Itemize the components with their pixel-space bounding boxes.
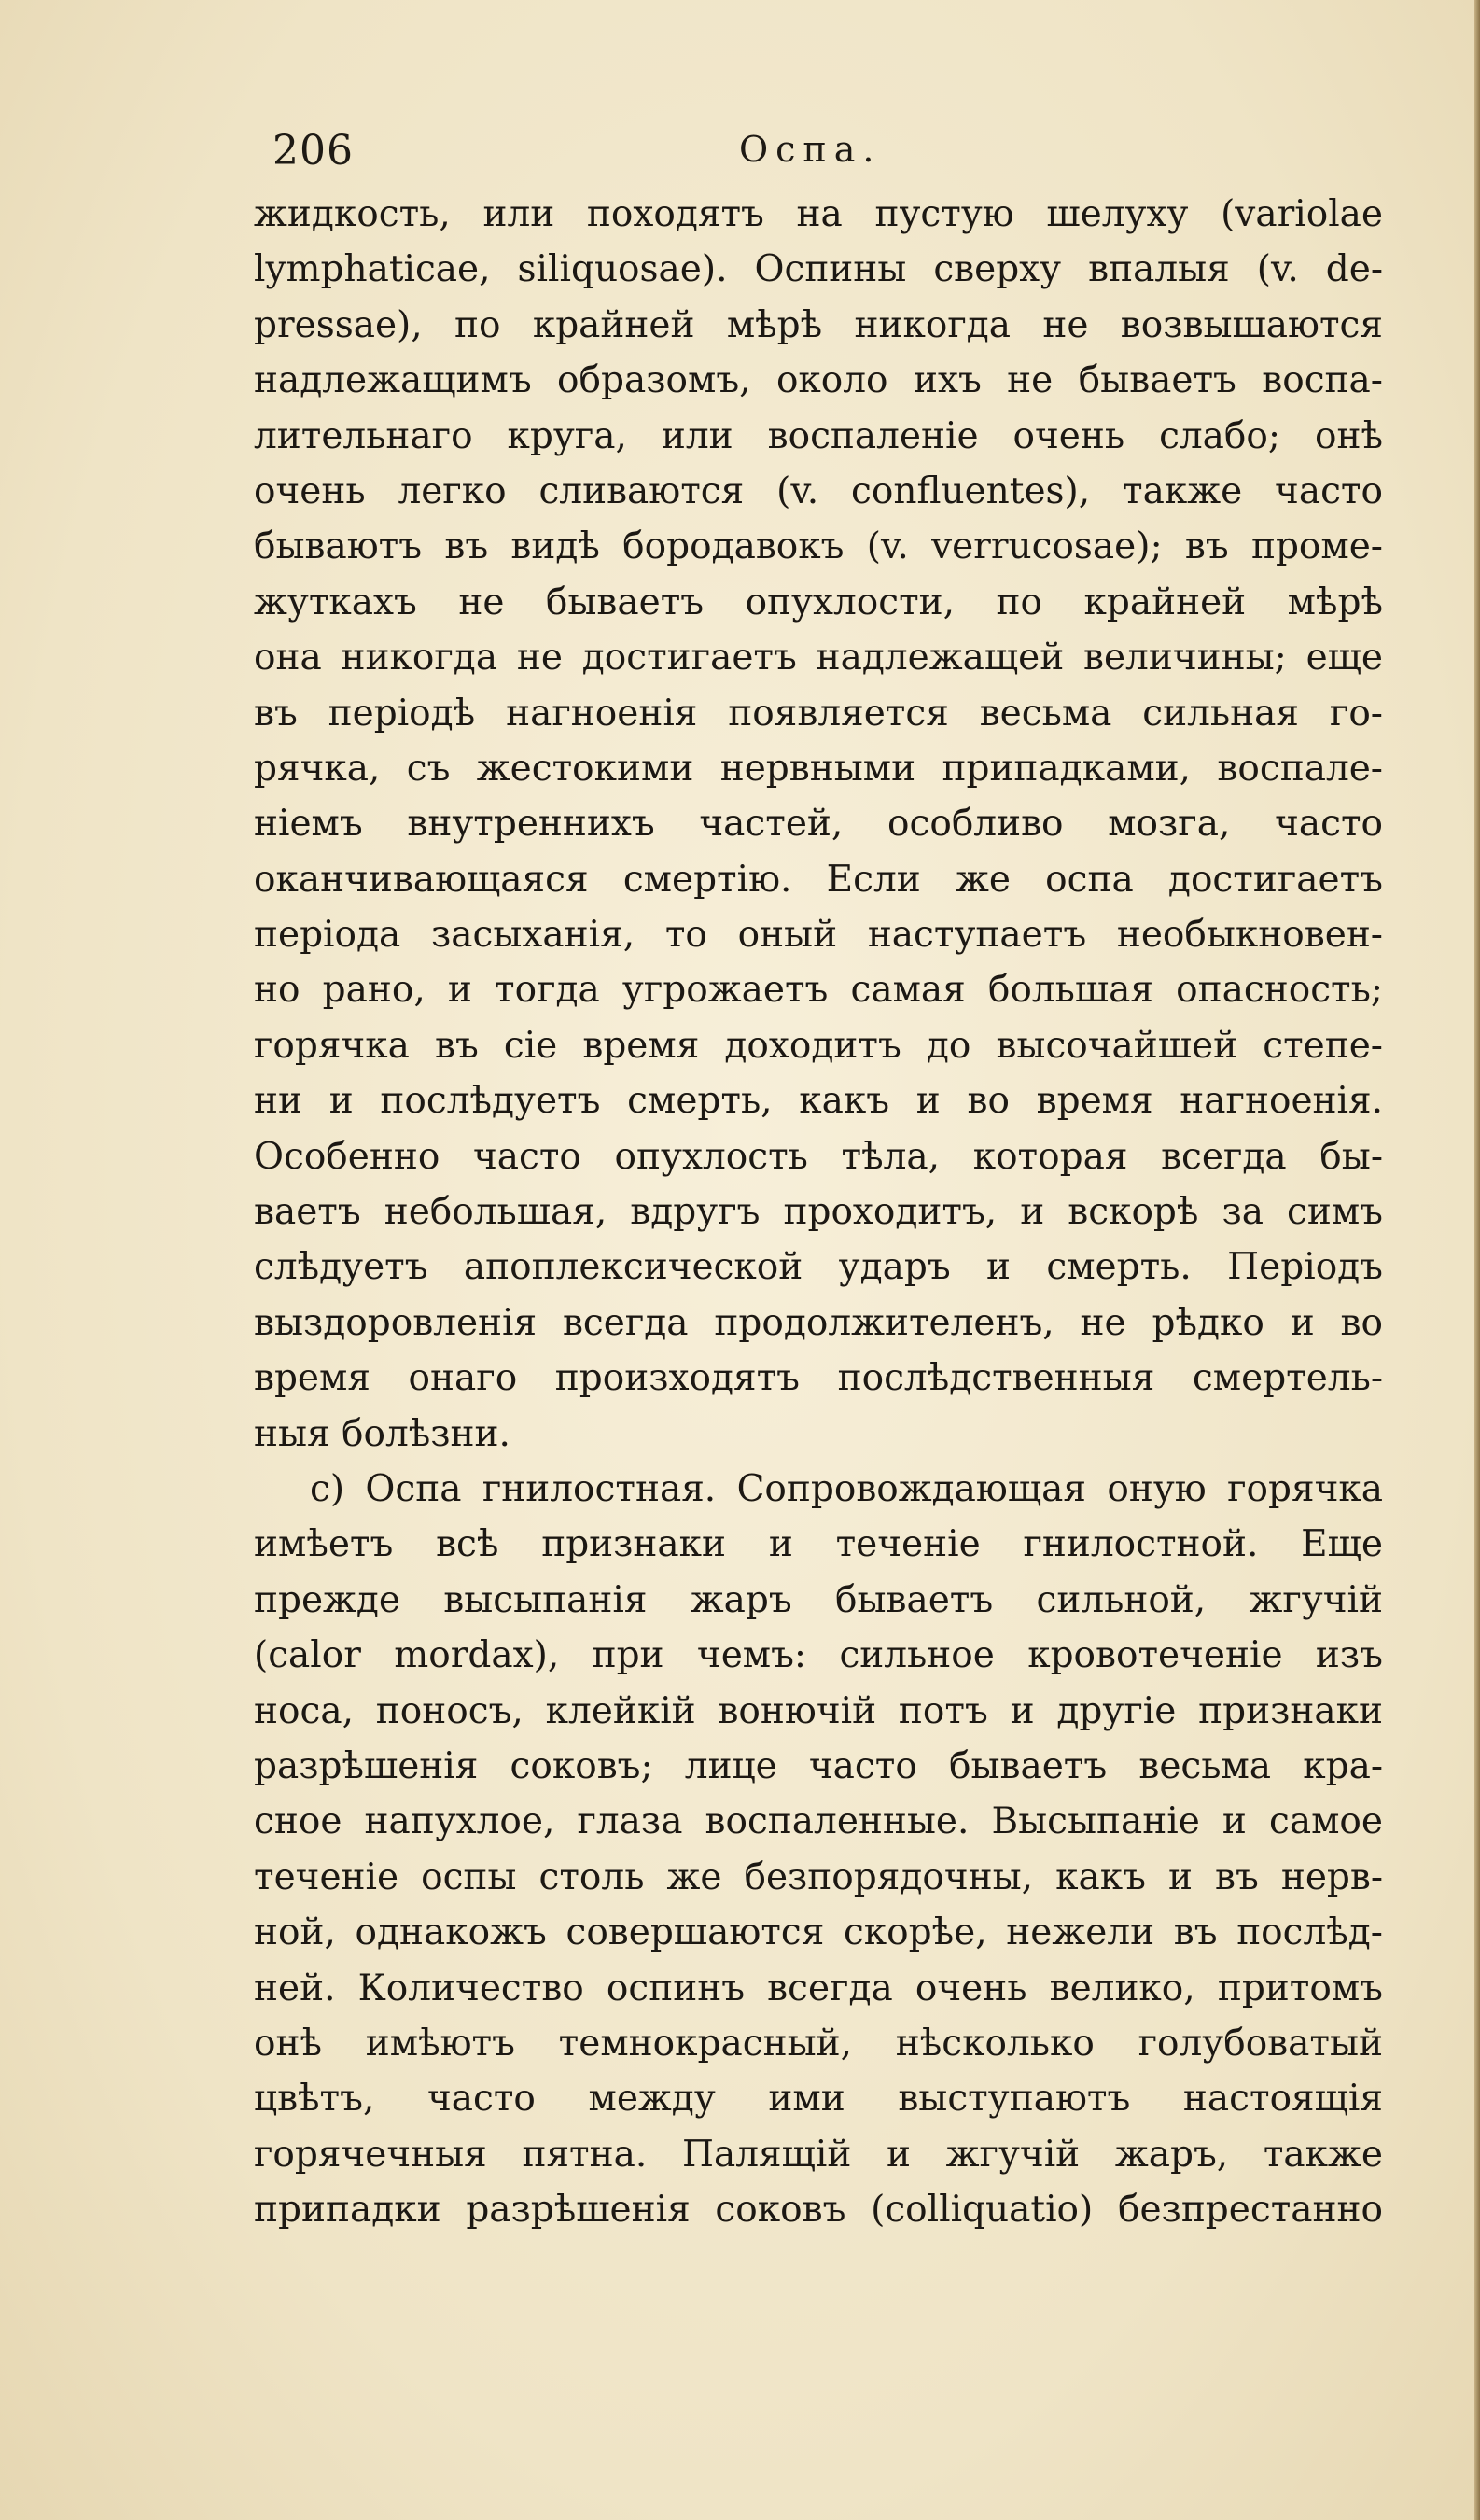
text-line: Особенно часто опухлость тѣла, которая всегда бы- [254, 1135, 1383, 1178]
text-line: она никогда не достигаетъ надлежащей величины; еще [254, 637, 1383, 679]
text-line: время онаго произходятъ послѣдственныя смертель- [254, 1357, 1383, 1400]
text-line: носа, поносъ, клейкій вонючій потъ и другіе признаки [254, 1689, 1383, 1732]
text-line: ней. Количество оспинъ всегда очень велико, притомъ [254, 1967, 1383, 2009]
text-line: горячечныя пятна. Палящій и жгучій жаръ, также [254, 2133, 1383, 2176]
page-number: 206 [272, 127, 354, 175]
text-line: бываютъ въ видѣ бородавокъ (v. verrucosae); въ проме- [254, 525, 1383, 568]
text-line: рячка, съ жестокими нервными припадками, воспале- [254, 747, 1383, 790]
text-line: ваетъ небольшая, вдругъ проходитъ, и вскорѣ за симъ [254, 1191, 1383, 1234]
text-line: жуткахъ не бываетъ опухлости, по крайней мѣрѣ [254, 581, 1383, 623]
text-line: теченіе оспы столь же безпорядочны, какъ и въ нерв- [254, 1855, 1383, 1898]
text-line: lymphaticae, siliquosae). Оспины сверху впалыя (v. de- [254, 248, 1383, 291]
text-line: оканчивающаяся смертію. Если же оспа достигаетъ [254, 858, 1383, 901]
text-line: жидкость, или походятъ на пустую шелуху (variolae [254, 193, 1383, 235]
text-line: надлежащимъ образомъ, около ихъ не бываетъ воспа- [254, 359, 1383, 402]
text-line: припадки разрѣшенія соковъ (colliquatio) безпрестанно [254, 2189, 1383, 2232]
text-line: періода засыханія, то оный наступаетъ необыкновен- [254, 914, 1383, 957]
page-header [254, 121, 1383, 187]
text-line: ніемъ внутреннихъ частей, особливо мозга, часто [254, 803, 1383, 846]
running-title: Оспа. [739, 129, 882, 170]
text-line: pressae), по крайней мѣрѣ никогда не возвышаются [254, 303, 1383, 346]
text-line: слѣдуетъ апоплексической ударъ и смерть. Періодъ [254, 1246, 1383, 1289]
text-line: но рано, и тогда угрожаетъ самая большая опасность; [254, 969, 1383, 1012]
paragraph-last-line: ныя болѣзни. [254, 1412, 510, 1455]
text-line: ной, однакожъ совершаются скорѣе, нежели въ послѣд- [254, 1911, 1383, 1954]
text-line: (calor mordax), при чемъ: сильное кровотеченіе изъ [254, 1634, 1383, 1677]
text-line: онѣ имѣютъ темнокрасный, нѣсколько голубоватый [254, 2022, 1383, 2065]
section-c-first-line: c) Оспа гнилостная. Сопровождающая оную горячка [310, 1467, 1383, 1510]
text-line: очень легко сливаются (v. confluentes), также часто [254, 469, 1383, 512]
text-line: цвѣтъ, часто между ими выступаютъ настоящія [254, 2078, 1383, 2121]
text-line: прежде высыпанія жаръ бываетъ сильной, жгучій [254, 1578, 1383, 1621]
text-line: лительнаго круга, или воспаленіе очень слабо; онѣ [254, 414, 1383, 457]
page-edge [1474, 0, 1480, 2520]
text-line: разрѣшенія соковъ; лице часто бываетъ весьма кра- [254, 1744, 1383, 1787]
text-line: имѣетъ всѣ признаки и теченіе гнилостной. Еще [254, 1523, 1383, 1566]
text-line: въ періодѣ нагноенія появляется весьма сильная го- [254, 692, 1383, 735]
text-line: сное напухлое, глаза воспаленные. Высыпаніе и самое [254, 1800, 1383, 1843]
body-text [254, 187, 1383, 2237]
text-line: горячка въ сіе время доходитъ до высочайшей степе- [254, 1024, 1383, 1067]
text-line: выздоровленія всегда продолжителенъ, не рѣдко и во [254, 1301, 1383, 1344]
text-line: ни и послѣдуетъ смерть, какъ и во время нагноенія. [254, 1080, 1383, 1123]
